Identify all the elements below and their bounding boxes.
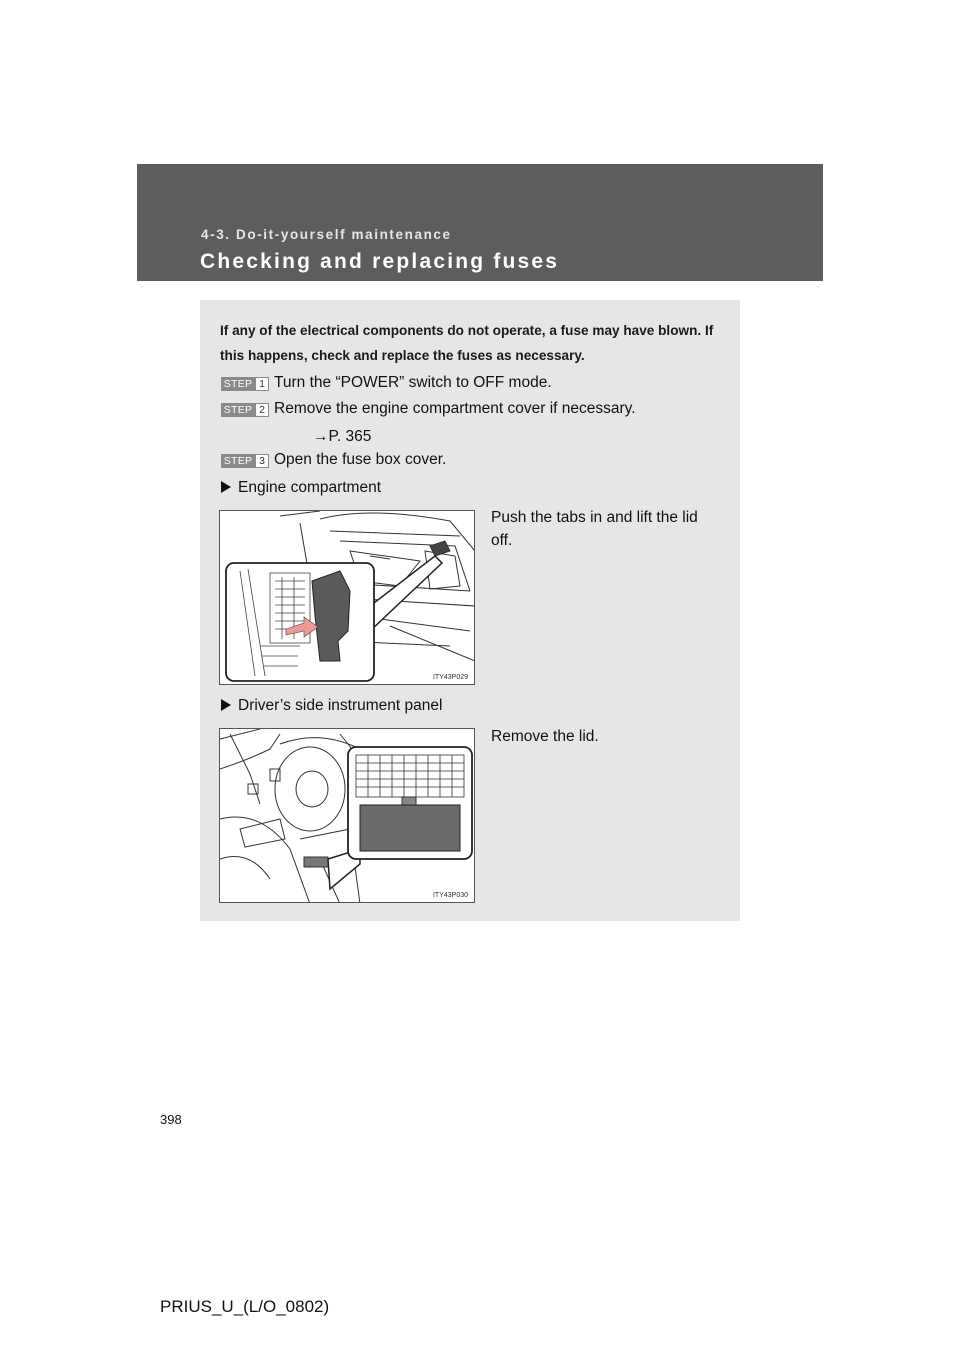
step-badge — [221, 377, 269, 391]
section-heading-instrument-panel — [221, 697, 442, 715]
step-badge-number: 2 — [255, 403, 269, 417]
step-text: Turn the “POWER” switch to OFF mode. — [274, 374, 552, 391]
section-heading-engine — [221, 479, 381, 497]
triangle-bullet-icon — [221, 481, 231, 493]
engine-fuse-box-illustration — [219, 510, 475, 685]
step-badge — [221, 403, 269, 417]
instrument-panel-instruction: Remove the lid. — [491, 728, 599, 745]
instrument-panel-illustration — [219, 728, 475, 903]
page-title: Checking and replacing fuses — [200, 250, 560, 273]
page-reference-link[interactable]: →P. 365 — [313, 428, 372, 445]
page-number: 398 — [160, 1112, 182, 1127]
section-heading-text: Engine compartment — [238, 479, 382, 496]
instrument-panel-drawing — [220, 729, 475, 903]
step-badge — [221, 454, 269, 468]
step-badge-number: 3 — [255, 454, 269, 468]
triangle-bullet-icon — [221, 699, 231, 711]
step-text: Open the fuse box cover. — [274, 451, 447, 468]
step-badge-word: STEP — [221, 403, 255, 417]
engine-instruction: Push the tabs in and lift the lid off. — [491, 509, 698, 549]
step-text: Remove the engine compartment cover if necessary. — [274, 400, 636, 417]
figure-code: ITY43P030 — [432, 892, 468, 899]
section-label: 4-3. Do-it-yourself maintenance — [201, 227, 452, 242]
intro-text: If any of the electrical components do not operate, a fuse may have blown. If this happens, check and replace the fuses as necessary. — [220, 323, 714, 363]
step-badge-word: STEP — [221, 377, 255, 391]
figure-code: ITY43P029 — [432, 674, 468, 681]
section-heading-text: Driver’s side instrument panel — [238, 697, 443, 714]
step-badge-number: 1 — [255, 377, 269, 391]
step-badge-word: STEP — [221, 454, 255, 468]
footer-doc-id: PRIUS_U_(L/O_0802) — [160, 1297, 330, 1316]
engine-compartment-drawing — [220, 511, 475, 685]
